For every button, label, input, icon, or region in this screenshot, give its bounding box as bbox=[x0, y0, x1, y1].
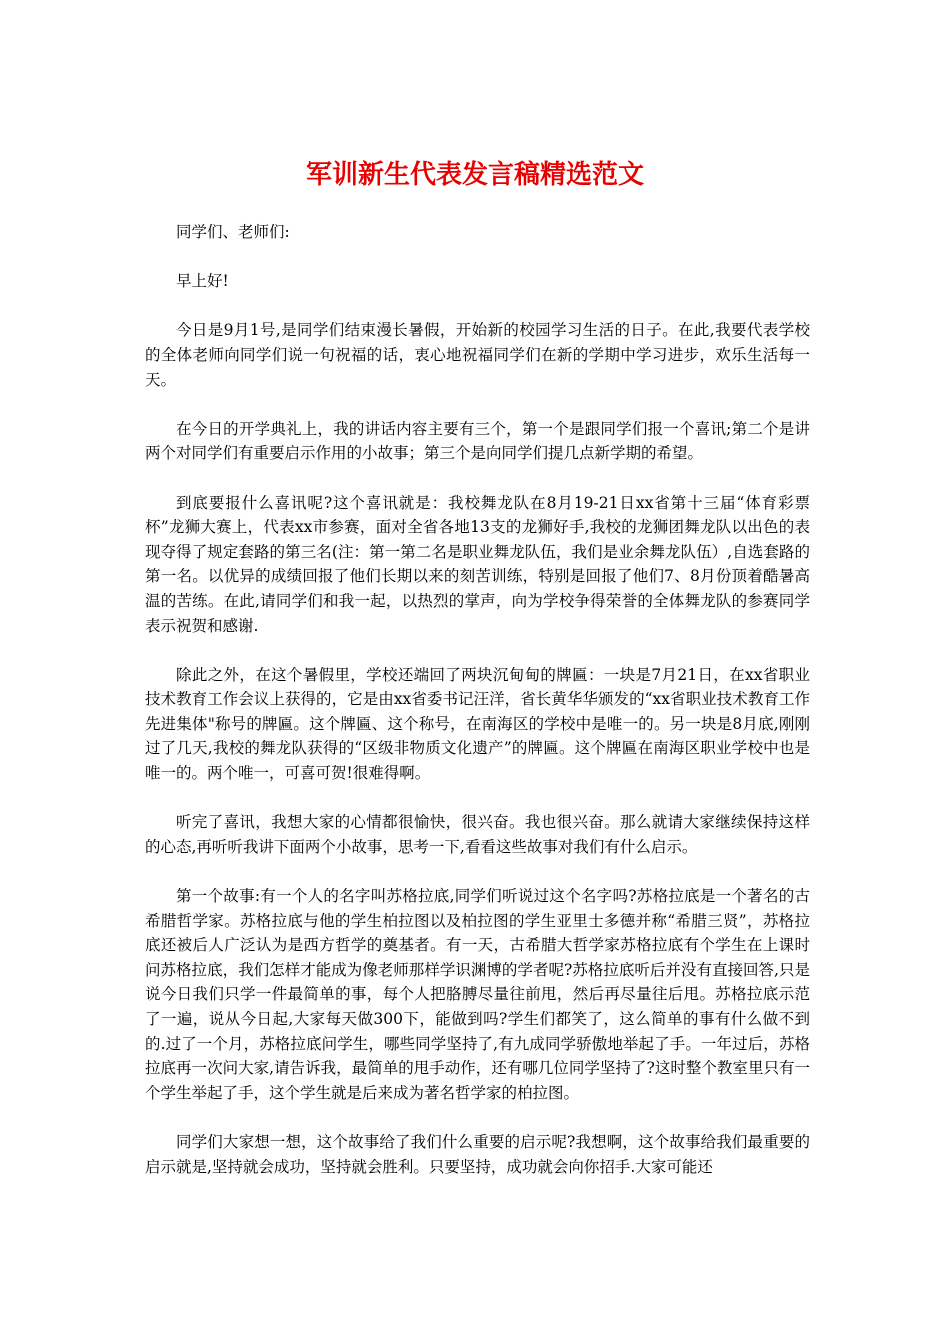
greeting: 早上好! bbox=[176, 272, 229, 291]
paragraph: 听完了喜讯，我想大家的心情都很愉快，很兴奋。我也很兴奋。那么就请大家继续保持这样的心态,再听听我讲下面两个小故事，思考一下,看看这些故事对我们有什么启示。 bbox=[145, 813, 810, 856]
paragraph: 同学们大家想一想，这个故事给了我们什么重要的启示呢?我想啊，这个故事给我们最重要的启示就是,坚持就会成功，坚持就会胜利。只要坚持，成功就会向你招手.大家可能还 bbox=[145, 1132, 810, 1176]
paragraph: 到底要报什么喜讯呢?这个喜讯就是：我校舞龙队在8月19-21日xx省第十三届“体育彩票杯”龙狮大赛上，代表xx市参赛，面对全省各地13支的龙狮好手,我校的龙狮团舞龙队以出色的表现夺得了规定套路的第三名(注：第一第二名是职业舞龙队伍，我们是业余舞龙队伍）,自选套路的第一名。以优异的成绩回报了他们长期以来的刻苦训练，特别是回报了他们7、8月份顶着酷暑高温的苦练。在此,请同学们和我一起，以热烈的掌声，向为学校争得荣誉的全体舞龙队的参赛同学表示祝贺和感谢. bbox=[145, 493, 810, 635]
page-title: 军训新生代表发言稿精选范文 bbox=[305, 160, 644, 190]
paragraph: 在今日的开学典礼上，我的讲话内容主要有三个，第一个是跟同学们报一个喜讯;第二个是讲两个对同学们有重要启示作用的小故事；第三个是向同学们提几点新学期的希望。 bbox=[145, 419, 810, 463]
paragraph: 第一个故事:有一个人的名字叫苏格拉底,同学们听说过这个名字吗?苏格拉底是一个著名的古希腊哲学家。苏格拉底与他的学生柏拉图以及柏拉图的学生亚里士多德并称“希腊三贤”，苏格拉底还被后人广泛认为是西方哲学的奠基者。有一天，古希腊大哲学家苏格拉底有个学生在上课时问苏格拉底，我们怎样才能成为像老师那样学识渊博的学者呢?苏格拉底听后并没有直接回答,只是说今日我们只学一件最简单的事，每个人把胳膊尽量往前甩，然后再尽量往后甩。苏格拉底示范了一遍，说从今日起,大家每天做300下，能做到吗?学生们都笑了，这么简单的事有什么做不到的.过了一个月，苏格拉底问学生，哪些同学坚持了,有九成同学骄傲地举起了手。一年过后，苏格拉底再一次问大家,请告诉我，最简单的甩手动作，还有哪几位同学坚持了?这时整个教室里只有一个学生举起了手，这个学生就是后来成为著名哲学家的柏拉图。 bbox=[145, 887, 810, 1102]
salutation: 同学们、老师们: bbox=[176, 223, 290, 241]
paragraph: 除此之外，在这个暑假里，学校还端回了两块沉甸甸的牌匾：一块是7月21日，在xx省职业技术教育工作会议上获得的，它是由xx省委书记汪洋，省长黄华华颁发的“xx省职业技术教育工作先进集体"称号的牌匾。这个牌匾、这个称号，在南海区的学校中是唯一的。另一块是8月底,刚刚过了几天,我校的舞龙队获得的“区级非物质文化遗产”的牌匾。这个牌匾在南海区职业学校中也是唯一的。两个唯一，可喜可贺!很难得啊。 bbox=[145, 665, 810, 783]
document-body bbox=[145, 220, 810, 1204]
paragraph: 今日是9月1号,是同学们结束漫长暑假，开始新的校园学习生活的日子。在此,我要代表学校的全体老师向同学们说一句祝福的话，衷心地祝福同学们在新的学期中学习进步，欢乐生活每一天。 bbox=[145, 321, 810, 389]
